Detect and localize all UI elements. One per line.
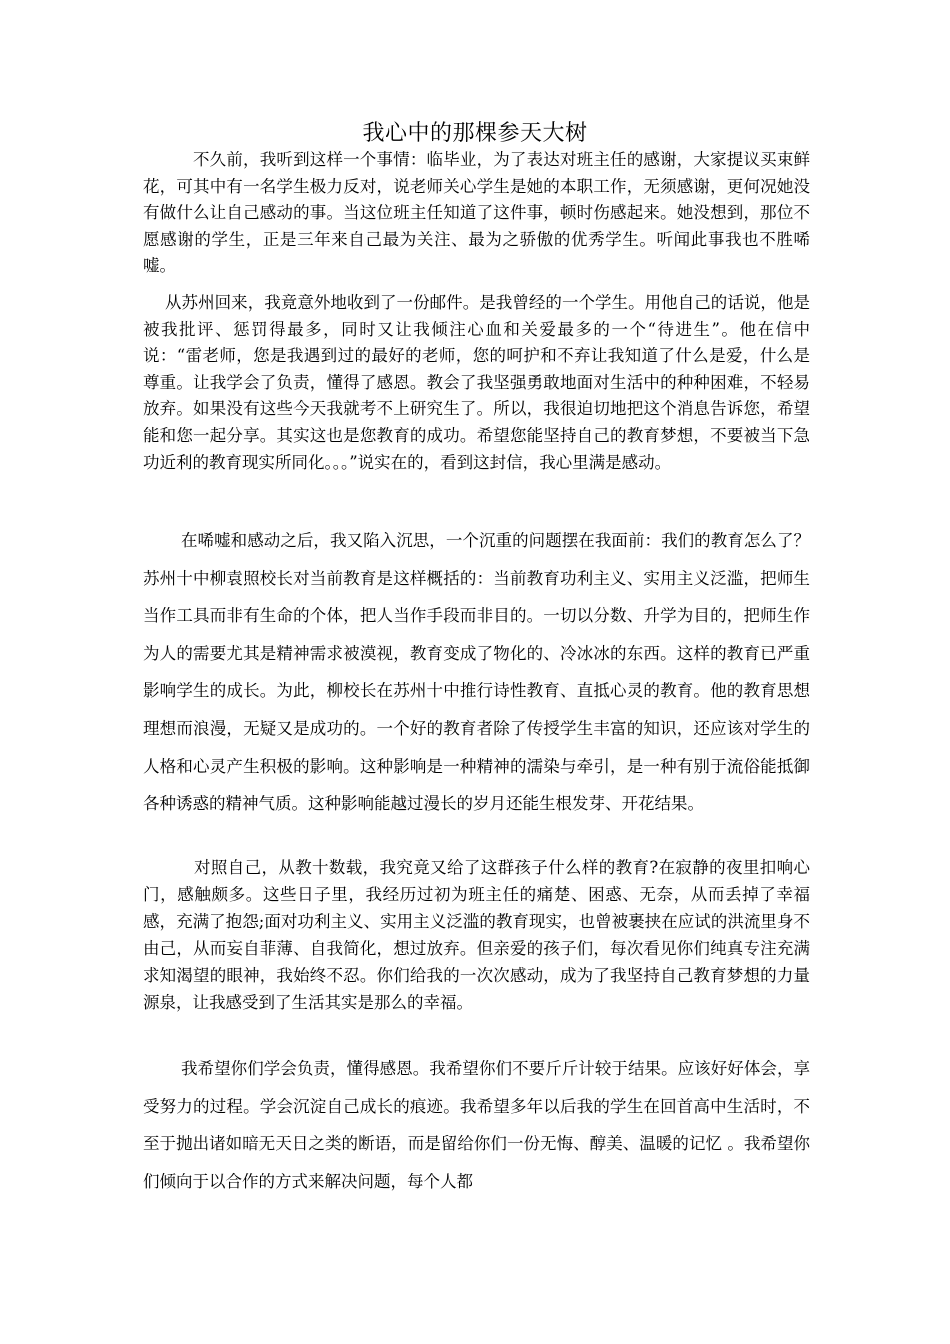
paragraph-2: 从苏州回来，我竟意外地收到了一份邮件。是我曾经的一个学生。用他自己的话说，他是被我批评、惩罚得最多，同时又让我倾注心血和关爱最多的一个“待进生”。他在信中说：“雷老师，您是我遇到过的最好的老师，您的呵护和不弃让我知道了什么是爱，什么是尊重。让我学会了负责，懂得了感恩。教会了我坚强勇敢地面对生活中的种种困难，不轻易放弃。如果没有这些今天我就考不上研究生了。所以，我很迫切地把这个消息告诉您，希望能和您一起分享。其实这也是您教育的成功。希望您能坚持自己的教育梦想，不要被当下急功近利的教育现实所同化。。。”说实在的，看到这封信，我心里满是感动。 bbox=[143, 293, 810, 472]
paragraph-3: 在唏嘘和感动之后，我又陷入沉思，一个沉重的问题摆在我面前：我们的教育怎么了？苏州十中柳袁照校长对当前教育是这样概括的：当前教育功利主义、实用主义泛滥，把师生当作工具而非有生命的个体，把人当作手段而非目的。一切以分数、升学为目的，把师生作为人的需要尤其是精神需求被漠视，教育变成了物化的、冷冰冰的东西。这样的教育已严重影响学生的成长。为此，柳校长在苏州十中推行诗性教育、直抵心灵的教育。他的教育思想理想而浪漫，无疑又是成功的。一个好的教育者除了传授学生丰富的知识，还应该对学生的人格和心灵产生积极的影响。这种影响是一种精神的濡染与牵引，是一种有别于流俗能抵御各种诱惑的精神气质。这种影响能越过漫长的岁月还能生根发芽、开花结果。 bbox=[143, 531, 810, 814]
paragraph-1: 不久前，我听到这样一个事情：临毕业，为了表达对班主任的感谢，大家提议买束鲜花，可其中有一名学生极力反对，说老师关心学生是她的本职工作，无须感谢，更何况她没有做什么让自己感动的事。当这位班主任知道了这件事，顿时伤感起来。她没想到，那位不愿感谢的学生，正是三年来自己最为关注、最为之骄傲的优秀学生。听闻此事我也不胜唏嘘。 bbox=[143, 150, 810, 276]
document-title: 我心中的那棵参天大树 bbox=[362, 121, 588, 146]
paragraph-4: 对照自己，从教十数载，我究竟又给了这群孩子什么样的教育?在寂静的夜里扣响心门，感触颇多。这些日子里，我经历过初为班主任的痛楚、困惑、无奈，从而丢掉了幸福感，充满了抱怨;面对功利主义、实用主义泛滥的教育现实，也曾被裹挟在应试的洪流里身不由己，从而妄自菲薄、自我简化，想过放弃。但亲爱的孩子们，每次看见你们纯真专注充满求知渴望的眼神，我始终不忍。你们给我的一次次感动，成为了我坚持自己教育梦想的力量源泉，让我感受到了生活其实是那么的幸福。 bbox=[143, 858, 810, 1012]
paragraph-5: 我希望你们学会负责，懂得感恩。我希望你们不要斤斤计较于结果。应该好好体会，享受努力的过程。学会沉淀自己成长的痕迹。我希望多年以后我的学生在回首高中生活时，不至于抛出诸如暗无天日之类的断语，而是留给你们一份无悔、醇美、温暖的记忆 。我希望你们倾向于以合作的方式来解决问题，每个人都 bbox=[143, 1059, 810, 1191]
